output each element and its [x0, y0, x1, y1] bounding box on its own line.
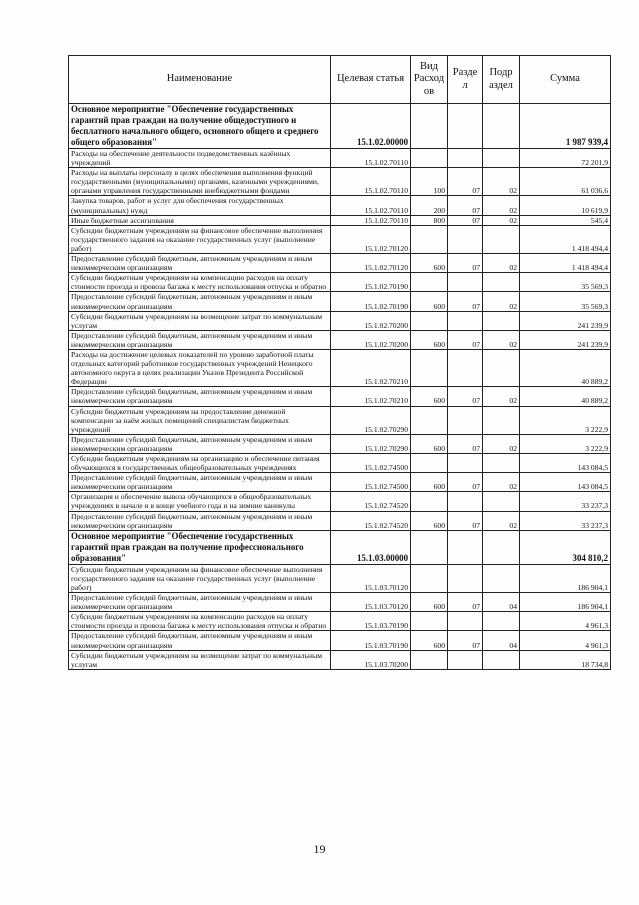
row-expense-type: 800: [411, 215, 448, 225]
row-sum: 304 810,2: [520, 530, 611, 564]
page-number: 19: [313, 842, 326, 856]
row-section: 07: [448, 254, 483, 273]
row-sum: 72 201,9: [520, 149, 611, 168]
row-subsection: [483, 273, 520, 292]
row-subsection: 02: [483, 168, 520, 196]
row-target-article: 15.1.02.70200: [331, 330, 411, 349]
row-expense-type: [411, 454, 448, 473]
row-section: 07: [448, 168, 483, 196]
header-subsection: Подр аздел: [483, 56, 520, 104]
row-section: [448, 492, 483, 511]
row-target-article: 15.1.03.70190: [331, 631, 411, 650]
row-section: 07: [448, 330, 483, 349]
row-expense-type: [411, 311, 448, 330]
table-body: [69, 104, 611, 670]
row-subsection: 02: [483, 387, 520, 406]
row-section: 07: [448, 292, 483, 311]
row-subsection: 02: [483, 254, 520, 273]
row-subsection: [483, 454, 520, 473]
row-subsection: 02: [483, 511, 520, 530]
row-sum: 40 889,2: [520, 387, 611, 406]
table-row: [69, 215, 611, 225]
row-section: 07: [448, 511, 483, 530]
row-expense-type: 100: [411, 168, 448, 196]
row-section: 07: [448, 593, 483, 612]
row-expense-type: 600: [411, 631, 448, 650]
row-target-article: 15.1.03.00000: [331, 530, 411, 564]
row-sum: 40 889,2: [520, 349, 611, 386]
row-subsection: 04: [483, 593, 520, 612]
row-section: [448, 650, 483, 669]
row-sum: 35 569,3: [520, 273, 611, 292]
table-row: [69, 650, 611, 669]
row-subsection: 02: [483, 473, 520, 492]
table-row: [69, 196, 611, 215]
row-target-article: 15.1.02.70200: [331, 311, 411, 330]
row-expense-type: [411, 149, 448, 168]
row-name: Субсидии бюджетным учреждениям на организацию и обеспечение питания обучающихся в государственных общеобразовательных учреждениях: [69, 454, 331, 473]
row-section: [448, 273, 483, 292]
row-subsection: 02: [483, 434, 520, 453]
row-sum: 1 987 939,4: [520, 104, 611, 149]
row-section: [448, 104, 483, 149]
table-row: [69, 454, 611, 473]
row-section: [448, 406, 483, 434]
row-name: Закупка товаров, работ и услуг для обеспечения государственных (муниципальных) нужд: [69, 196, 331, 215]
row-target-article: 15.1.02.74520: [331, 492, 411, 511]
table-header-row: [69, 56, 611, 104]
row-name: Расходы на выплаты персоналу в целях обеспечения выполнения функций государственными (муниципальными) органами, казенными учреждениями, органами управления государственными внебюджетными фондами: [69, 168, 331, 196]
row-target-article: 15.1.03.70190: [331, 612, 411, 631]
row-sum: 33 237,3: [520, 511, 611, 530]
row-sum: 143 084,5: [520, 454, 611, 473]
table-row: [69, 330, 611, 349]
row-subsection: 02: [483, 196, 520, 215]
row-expense-type: [411, 650, 448, 669]
table-row: [69, 473, 611, 492]
row-subsection: 02: [483, 330, 520, 349]
row-target-article: 15.1.02.70110: [331, 168, 411, 196]
row-target-article: 15.1.02.70110: [331, 196, 411, 215]
row-subsection: 04: [483, 631, 520, 650]
row-expense-type: 600: [411, 434, 448, 453]
row-subsection: [483, 406, 520, 434]
row-sum: 1 418 494,4: [520, 254, 611, 273]
row-expense-type: [411, 104, 448, 149]
row-sum: 61 036,6: [520, 168, 611, 196]
row-name: Субсидии бюджетным учреждениям на предоставление денежной компенсации за наём жилых помещений специалистам бюджетных учреждений: [69, 406, 331, 434]
row-name: Субсидии бюджетным учреждениям на компенсацию расходов на оплату стоимости проезда и провоза багажа к месту использования отпуска и обратно: [69, 612, 331, 631]
row-target-article: 15.1.02.70120: [331, 225, 411, 253]
row-name: Предоставление субсидий бюджетным, автономным учреждениям и иным некоммерческим организациям: [69, 254, 331, 273]
row-target-article: 15.1.03.70200: [331, 650, 411, 669]
row-expense-type: 600: [411, 511, 448, 530]
row-section: 07: [448, 434, 483, 453]
row-target-article: 15.1.03.70120: [331, 593, 411, 612]
row-target-article: 15.1.02.70110: [331, 215, 411, 225]
row-section: [448, 564, 483, 592]
row-target-article: 15.1.02.70120: [331, 254, 411, 273]
row-sum: 3 222,9: [520, 434, 611, 453]
table-row: [69, 511, 611, 530]
row-name: Субсидии бюджетным учреждениям на финансовое обеспечение выполнения государственного задания на оказание государственных услуг (выполнение работ): [69, 225, 331, 253]
row-target-article: 15.1.03.70120: [331, 564, 411, 592]
row-expense-type: 600: [411, 330, 448, 349]
table-row: [69, 406, 611, 434]
row-section: [448, 612, 483, 631]
row-target-article: 15.1.02.70210: [331, 349, 411, 386]
table-row: [69, 631, 611, 650]
row-sum: 545,4: [520, 215, 611, 225]
row-name: Основное мероприятие "Обеспечение государственных гарантий прав граждан на получение общедоступного и бесплатного начального общего, основного общего и среднего общего образования": [69, 104, 331, 149]
row-target-article: 15.1.02.70290: [331, 406, 411, 434]
row-subsection: [483, 492, 520, 511]
row-section: 07: [448, 631, 483, 650]
header-section: Разде л: [448, 56, 483, 104]
table-row: [69, 292, 611, 311]
row-section: 07: [448, 215, 483, 225]
row-expense-type: 600: [411, 254, 448, 273]
row-sum: 3 222,9: [520, 406, 611, 434]
row-name: Предоставление субсидий бюджетным, автономным учреждениям и иным некоммерческим организациям: [69, 434, 331, 453]
row-name: Расходы на обеспечение деятельности подведомственных казённых учреждений: [69, 149, 331, 168]
row-subsection: [483, 311, 520, 330]
table-row: [69, 149, 611, 168]
row-sum: 4 961,3: [520, 612, 611, 631]
header-expense-type: Вид Расход ов: [411, 56, 448, 104]
row-sum: 241 239,9: [520, 330, 611, 349]
row-section: [448, 349, 483, 386]
row-name: Предоставление субсидий бюджетным, автономным учреждениям и иным некоммерческим организациям: [69, 593, 331, 612]
table-row: [69, 225, 611, 253]
row-name: Организация и обеспечение вывоза обучающихся в общеобразовательных учреждениях в начале и в конце учебного года и на зимние каникулы: [69, 492, 331, 511]
row-sum: 186 904,1: [520, 564, 611, 592]
table-row: [69, 168, 611, 196]
row-subsection: [483, 349, 520, 386]
row-name: Иные бюджетные ассигнования: [69, 215, 331, 225]
row-name: Предоставление субсидий бюджетным, автономным учреждениям и иным некоммерческим организациям: [69, 473, 331, 492]
row-expense-type: 600: [411, 292, 448, 311]
row-expense-type: 600: [411, 473, 448, 492]
table-row: [69, 104, 611, 149]
budget-table: [68, 55, 611, 670]
row-target-article: 15.1.02.70190: [331, 292, 411, 311]
table-row: [69, 254, 611, 273]
table-row: [69, 349, 611, 386]
row-target-article: 15.1.02.74520: [331, 511, 411, 530]
row-expense-type: 600: [411, 593, 448, 612]
row-section: [448, 311, 483, 330]
table-row: [69, 492, 611, 511]
row-name: Основное мероприятие "Обеспечение государственных гарантий прав граждан на получение профессионального образования": [69, 530, 331, 564]
row-target-article: 15.1.02.00000: [331, 104, 411, 149]
table-row: [69, 612, 611, 631]
row-subsection: 02: [483, 215, 520, 225]
row-subsection: [483, 225, 520, 253]
row-name: Предоставление субсидий бюджетным, автономным учреждениям и иным некоммерческим организациям: [69, 631, 331, 650]
table-row: [69, 387, 611, 406]
header-name: Наименование: [69, 56, 331, 104]
row-target-article: 15.1.02.74500: [331, 454, 411, 473]
row-expense-type: [411, 406, 448, 434]
row-expense-type: [411, 612, 448, 631]
row-sum: 4 961,3: [520, 631, 611, 650]
row-name: Субсидии бюджетным учреждениям на возмещение затрат по коммунальным услугам: [69, 650, 331, 669]
row-expense-type: [411, 564, 448, 592]
table-row: [69, 311, 611, 330]
row-section: 07: [448, 387, 483, 406]
row-section: [448, 530, 483, 564]
row-sum: 18 734,8: [520, 650, 611, 669]
row-name: Субсидии бюджетным учреждениям на возмещение затрат по коммунальным услугам: [69, 311, 331, 330]
row-subsection: [483, 564, 520, 592]
row-target-article: 15.1.02.70190: [331, 273, 411, 292]
row-subsection: [483, 104, 520, 149]
row-subsection: [483, 530, 520, 564]
table-row: [69, 434, 611, 453]
row-name: Субсидии бюджетным учреждениям на компенсацию расходов на оплату стоимости проезда и провоза багажа к месту использования отпуска и обратно: [69, 273, 331, 292]
row-sum: 35 569,3: [520, 292, 611, 311]
header-sum: Сумма: [520, 56, 611, 104]
row-section: [448, 454, 483, 473]
row-subsection: [483, 149, 520, 168]
row-expense-type: [411, 349, 448, 386]
row-name: Предоставление субсидий бюджетным, автономным учреждениям и иным некоммерческим организациям: [69, 511, 331, 530]
row-sum: 143 084,5: [520, 473, 611, 492]
row-expense-type: 600: [411, 387, 448, 406]
row-expense-type: 200: [411, 196, 448, 215]
row-section: 07: [448, 196, 483, 215]
row-name: Предоставление субсидий бюджетным, автономным учреждениям и иным некоммерческим организациям: [69, 292, 331, 311]
row-name: Предоставление субсидий бюджетным, автономным учреждениям и иным некоммерческим организациям: [69, 387, 331, 406]
row-name: Предоставление субсидий бюджетным, автономным учреждениям и иным некоммерческим организациям: [69, 330, 331, 349]
row-sum: 1 418 494,4: [520, 225, 611, 253]
table-row: [69, 564, 611, 592]
row-target-article: 15.1.02.70110: [331, 149, 411, 168]
row-sum: 241 239,9: [520, 311, 611, 330]
table-row: [69, 273, 611, 292]
row-target-article: 15.1.02.70210: [331, 387, 411, 406]
row-sum: 10 619,9: [520, 196, 611, 215]
row-section: [448, 225, 483, 253]
row-section: [448, 149, 483, 168]
row-target-article: 15.1.02.74500: [331, 473, 411, 492]
row-subsection: 02: [483, 292, 520, 311]
row-expense-type: [411, 492, 448, 511]
header-target-article: Целевая статья: [331, 56, 411, 104]
row-sum: 33 237,3: [520, 492, 611, 511]
row-subsection: [483, 650, 520, 669]
row-expense-type: [411, 273, 448, 292]
row-expense-type: [411, 530, 448, 564]
row-subsection: [483, 612, 520, 631]
row-name: Расходы на достижение целевых показателей по уровню заработной платы отдельных категорий работников государственных учреждений Ненецкого автономного округа в целях реализации Указов Президента Российской Федерации: [69, 349, 331, 386]
row-name: Субсидии бюджетным учреждениям на финансовое обеспечение выполнения государственного задания на оказание государственных услуг (выполнение работ): [69, 564, 331, 592]
row-expense-type: [411, 225, 448, 253]
row-target-article: 15.1.02.70290: [331, 434, 411, 453]
row-sum: 186 904,1: [520, 593, 611, 612]
table-row: [69, 530, 611, 564]
table-row: [69, 593, 611, 612]
row-section: 07: [448, 473, 483, 492]
